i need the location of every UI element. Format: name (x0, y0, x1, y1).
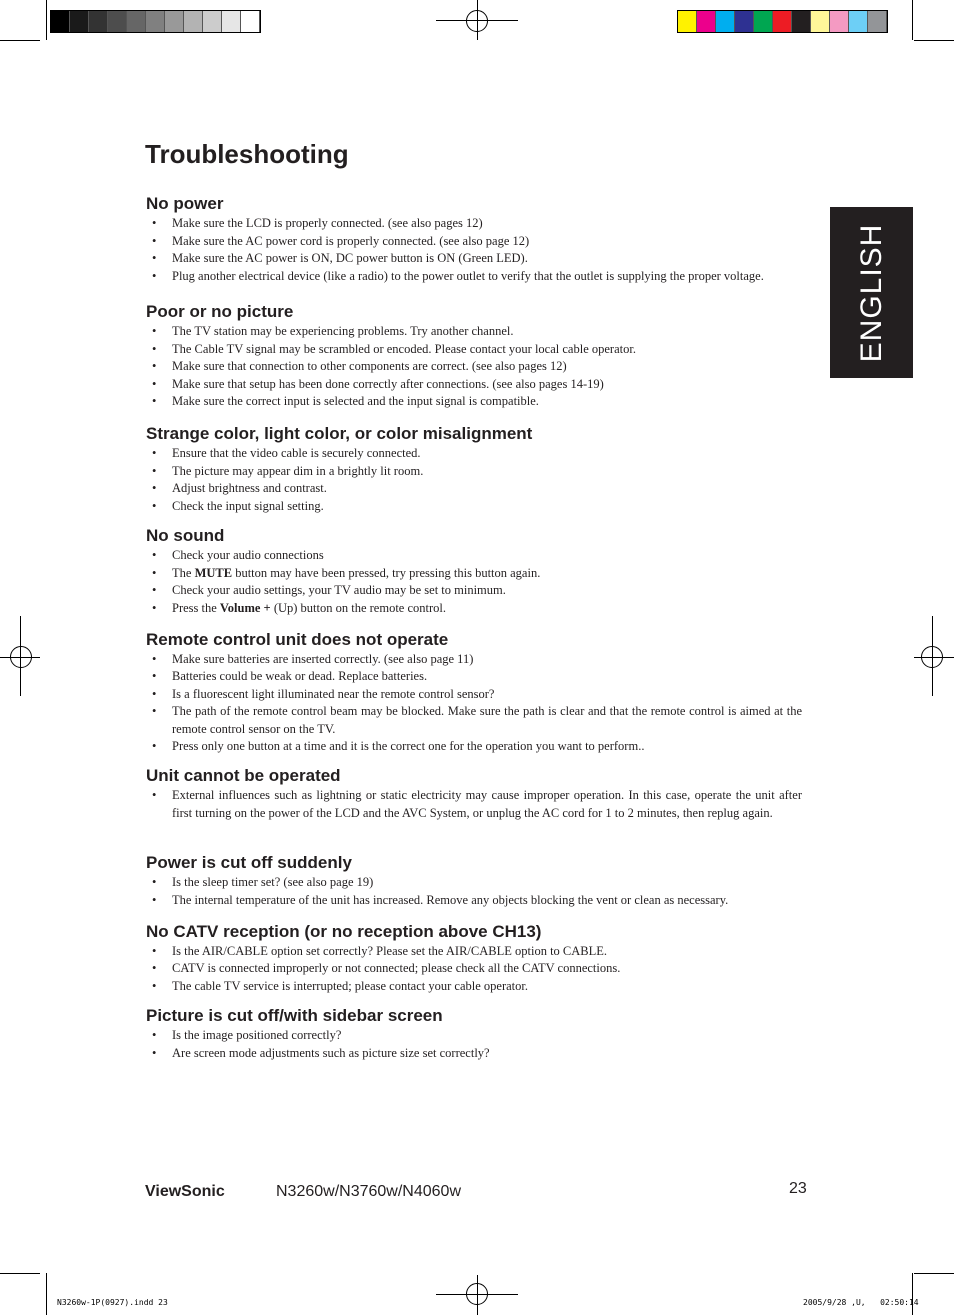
gray-swatch-3 (108, 11, 127, 32)
bullet-icon: • (152, 464, 157, 478)
list-item-text: The path of the remote control beam may be blocked. Make sure the path is clear and that the remote control is aimed at the remote control sensor on the TV. (172, 704, 802, 736)
color-swatch-5 (773, 11, 792, 32)
bullet-icon: • (152, 394, 157, 408)
list-item (152, 445, 802, 463)
list-item-text: The Cable TV signal may be scrambled or encoded. Please contact your local cable operator. (172, 342, 636, 356)
list-item-text: Are screen mode adjustments such as picture size set correctly? (172, 1046, 490, 1060)
list-item-text: Make sure batteries are inserted correctly. (see also page 11) (172, 652, 474, 666)
list-item-text: The TV station may be experiencing problems. Try another channel. (172, 324, 514, 338)
bullet-icon: • (152, 739, 157, 753)
color-swatch-3 (735, 11, 754, 32)
list-item (152, 738, 802, 756)
list-item (152, 341, 802, 359)
list-item (152, 463, 802, 481)
list-item-text: Make sure the AC power cord is properly connected. (see also page 12) (172, 234, 530, 248)
section-heading: Unit cannot be operated (146, 766, 341, 785)
list-item-text: Make sure that connection to other components are correct. (see also pages 12) (172, 359, 567, 373)
list-item (152, 874, 802, 892)
list-item (152, 943, 802, 961)
list-item-text: External influences such as lightning or static electricity may cause improper operation. In this case, operate the unit after first turning on the power of the LCD and the AVC System, or unplug the AC cord for 1 to 2 minutes, then replug again. (172, 788, 802, 820)
section-heading: Poor or no picture (146, 302, 294, 321)
list-item (152, 1027, 802, 1045)
list-item-text: Make sure that setup has been done correctly after connections. (see also pages 14-19) (172, 377, 604, 391)
section-heading: No CATV reception (or no reception above CH13) (146, 922, 542, 941)
bullet-icon: • (152, 652, 157, 666)
list-item-text: Is a fluorescent light illuminated near the remote control sensor? (172, 687, 495, 701)
color-swatch-10 (868, 11, 887, 32)
list-item-text: The cable TV service is interrupted; please contact your cable operator. (172, 979, 528, 993)
bullet-icon: • (152, 324, 157, 338)
bullet-icon: • (152, 446, 157, 460)
bullet-icon: • (152, 342, 157, 356)
bullet-icon: • (152, 269, 157, 283)
color-swatch-6 (792, 11, 811, 32)
list-item (152, 565, 802, 583)
bullet-icon: • (152, 359, 157, 373)
bullet-icon: • (152, 251, 157, 265)
color-swatch-4 (754, 11, 773, 32)
list-item-text: Is the sleep timer set? (see also page 19) (172, 875, 374, 889)
section-heading: Strange color, light color, or color misalignment (146, 424, 533, 443)
bullet-icon: • (152, 893, 157, 907)
footer-brand: ViewSonic (145, 1183, 225, 1200)
color-swatch-0 (678, 11, 697, 32)
color-swatch-9 (849, 11, 868, 32)
bullet-icon: • (152, 481, 157, 495)
list-item-text: Press only one button at a time and it is the correct one for the operation you want to perform.. (172, 739, 645, 753)
gray-swatch-7 (184, 11, 203, 32)
bullet-icon: • (152, 687, 157, 701)
list-item (152, 358, 802, 376)
list-item (152, 393, 802, 411)
color-swatch-2 (716, 11, 735, 32)
gray-swatch-10 (241, 11, 260, 32)
gray-swatch-0 (51, 11, 70, 32)
bullet-icon: • (152, 1046, 157, 1060)
bullet-icon: • (152, 979, 157, 993)
list-item-text: The internal temperature of the unit has increased. Remove any objects blocking the vent or clean as necessary. (172, 893, 729, 907)
bullet-icon: • (152, 548, 157, 562)
list-item-text: Make sure the AC power is ON, DC power button is ON (Green LED). (172, 251, 528, 265)
list-item-text: Batteries could be weak or dead. Replace batteries. (172, 669, 428, 683)
list-item (152, 268, 802, 286)
list-item (152, 376, 802, 394)
gray-swatch-9 (222, 11, 241, 32)
bullet-icon: • (152, 377, 157, 391)
list-item (152, 600, 802, 618)
list-item (152, 1045, 802, 1063)
list-item-text: Check your audio connections (172, 548, 324, 562)
list-item (152, 323, 802, 341)
gray-swatch-5 (146, 11, 165, 32)
language-tab (830, 207, 913, 378)
slug-timestamp: 2005/9/28 ,U, 02:50:14 (803, 1298, 919, 1307)
bullet-icon: • (152, 704, 157, 718)
list-item-text: Make sure the LCD is properly connected. (see also pages 12) (172, 216, 483, 230)
section-heading: Remote control unit does not operate (146, 630, 449, 649)
bullet-icon: • (152, 1028, 157, 1042)
gray-swatch-1 (70, 11, 89, 32)
bullet-icon: • (152, 944, 157, 958)
list-item (152, 686, 802, 704)
bullet-icon: • (152, 234, 157, 248)
list-item-text: CATV is connected improperly or not connected; please check all the CATV connections. (172, 961, 621, 975)
gray-swatch-2 (89, 11, 108, 32)
color-swatch-7 (811, 11, 830, 32)
list-item-text: The picture may appear dim in a brightly lit room. (172, 464, 424, 478)
section-heading: No power (146, 194, 224, 213)
section-heading: No sound (146, 526, 225, 545)
bullet-icon: • (152, 788, 157, 802)
list-item-text: Check the input signal setting. (172, 499, 324, 513)
bullet-icon: • (152, 875, 157, 889)
color-swatch-1 (697, 11, 716, 32)
list-item-text: Is the AIR/CABLE option set correctly? Please set the AIR/CABLE option to CABLE. (172, 944, 608, 958)
list-item-text: Adjust brightness and contrast. (172, 481, 327, 495)
gray-swatch-8 (203, 11, 222, 32)
list-item (152, 787, 802, 822)
bullet-icon: • (152, 216, 157, 230)
list-item-text: Press the Volume + (Up) button on the remote control. (172, 601, 446, 615)
bullet-icon: • (152, 669, 157, 683)
list-item-text: Check your audio settings, your TV audio may be set to minimum. (172, 583, 506, 597)
bullet-icon: • (152, 601, 157, 615)
list-item (152, 582, 802, 600)
list-item-text: The MUTE button may have been pressed, try pressing this button again. (172, 566, 541, 580)
slug-file-info: N3260w-1P(0927).indd 23 (57, 1298, 168, 1307)
color-swatch-8 (830, 11, 849, 32)
bullet-icon: • (152, 961, 157, 975)
color-swatch-strip (677, 10, 888, 33)
language-tab-label: ENGLISH (854, 223, 888, 362)
bullet-icon: • (152, 583, 157, 597)
section-heading: Power is cut off suddenly (146, 853, 352, 872)
page-title: Troubleshooting (145, 139, 349, 169)
list-item-text: Ensure that the video cable is securely connected. (172, 446, 421, 460)
list-item (152, 960, 802, 978)
list-item (152, 703, 802, 738)
list-item (152, 250, 802, 268)
bullet-icon: • (152, 566, 157, 580)
list-item (152, 651, 802, 669)
grayscale-swatch-strip (50, 10, 261, 33)
section-heading: Picture is cut off/with sidebar screen (146, 1006, 443, 1025)
gray-swatch-6 (165, 11, 184, 32)
list-item (152, 668, 802, 686)
list-item-text: Is the image positioned correctly? (172, 1028, 342, 1042)
list-item (152, 233, 802, 251)
list-item-text: Make sure the correct input is selected and the input signal is compatible. (172, 394, 539, 408)
list-item (152, 480, 802, 498)
footer-model: N3260w/N3760w/N4060w (276, 1183, 461, 1200)
list-item (152, 498, 802, 516)
list-item (152, 892, 802, 910)
list-item (152, 547, 802, 565)
list-item (152, 978, 802, 996)
list-item (152, 215, 802, 233)
page-number: 23 (789, 1180, 807, 1197)
gray-swatch-4 (127, 11, 146, 32)
bullet-icon: • (152, 499, 157, 513)
list-item-text: Plug another electrical device (like a radio) to the power outlet to verify that the outlet is supplying the proper voltage. (172, 269, 764, 283)
